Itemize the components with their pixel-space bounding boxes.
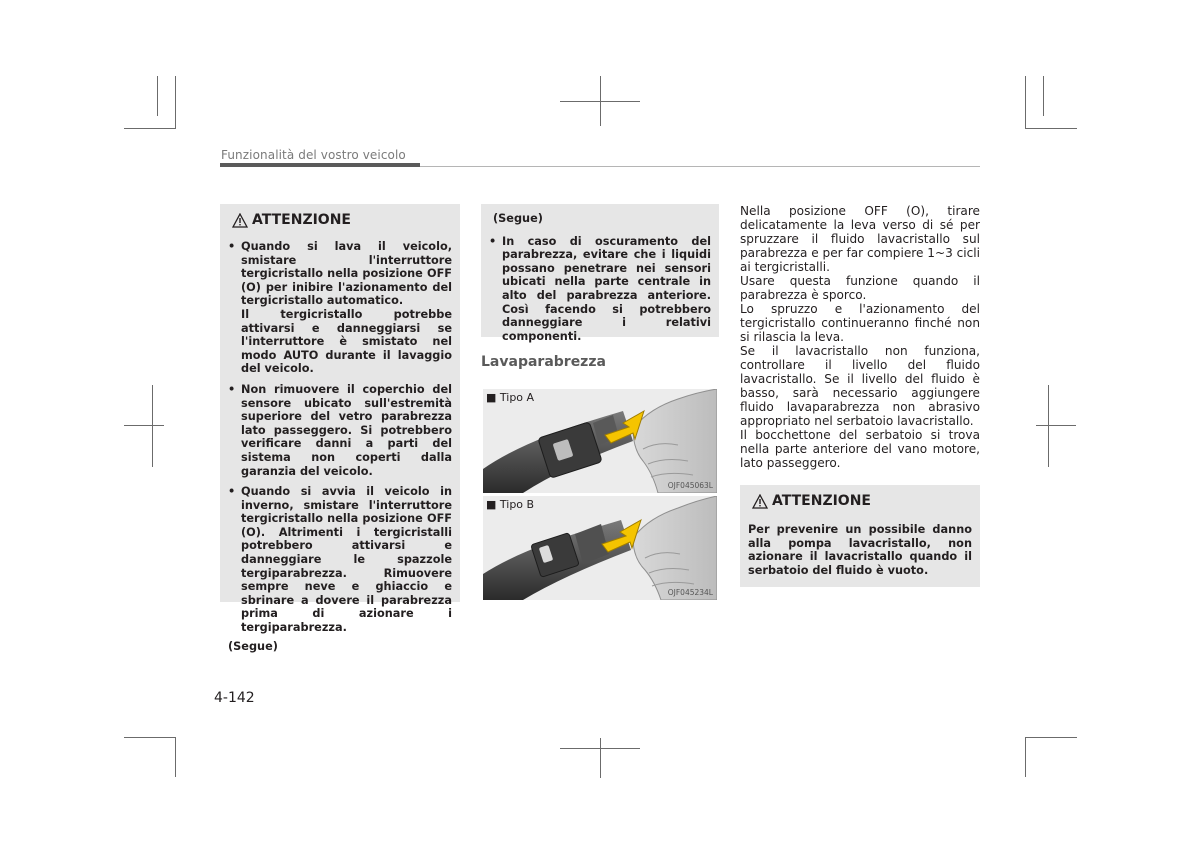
figure-label: ■ Tipo A <box>486 391 535 404</box>
paragraph: Se il lavacristallo non funziona, controllare il livello del fluido lavacristallo. Se il livello del fluido è basso, sarà necessario aggiungere fluido lavaparabrezza non abrasivo appropriato nel serbatoio lavacristallo. <box>740 344 980 428</box>
paragraph: Nella posizione OFF (O), tirare delicatamente la leva verso di sé per spruzzare il fluido lavacristallo sul parabrezza e per far compiere 1~3 cicli ai tergicristalli. <box>740 204 980 274</box>
warning-title: ATTENZIONE <box>232 212 452 228</box>
section-title: Lavaparabrezza <box>481 354 606 370</box>
paragraph: Usare questa funzione quando il parabrezza è sporco. <box>740 274 980 302</box>
page-number: 4-142 <box>214 690 255 706</box>
warning-box-continued <box>481 204 719 343</box>
figure-type-b <box>483 496 717 600</box>
running-header: Funzionalità del vostro veicolo <box>221 148 406 162</box>
wiper-lever-illustration-a <box>483 389 717 493</box>
continued-label: (Segue) <box>493 212 543 225</box>
warning-list <box>489 235 711 344</box>
warning-title: ATTENZIONE <box>752 493 972 509</box>
figure-type-a <box>483 389 717 493</box>
warning-box-left <box>220 204 460 653</box>
paragraph: Lo spruzzo e l'azionamento del tergicristallo continueranno finché non si rilascia la leva. <box>740 302 980 344</box>
list-item: • In caso di oscuramento del parabrezza, evitare che i liquidi possano penetrare nei sensori ubicati nella parte centrale in alto del parabrezza anteriore. Così facendo si potrebbero danneggiare i relativi componenti. <box>489 235 711 344</box>
figure-label: ■ Tipo B <box>486 498 535 511</box>
figure-code: OJF045063L <box>667 481 713 490</box>
list-item: • Quando si avvia il veicolo in inverno, smistare l'interruttore tergicristallo nella posizione OFF (O). Altrimenti i tergicristalli potrebbero attivarsi e danneggiare le spazzole tergiparabrezza. Rimuovere sempre neve e ghiaccio e sbrinare a dovere il parabrezza prima di azionare i tergiparabrezza. <box>228 485 452 635</box>
wiper-lever-illustration-b <box>483 496 717 600</box>
warning-list <box>228 240 452 635</box>
figure-code: OJF045234L <box>667 588 713 597</box>
continued-label: (Segue) <box>228 639 278 653</box>
warning-triangle-icon <box>232 213 248 228</box>
list-item: • Quando si lava il veicolo, smistare l'interruttore tergicristallo nella posizione OFF (O) per inibire l'azionamento del tergicristallo automatico. Il tergicristallo potrebbe attivarsi e danneggiarsi se l'interruttore è smistato nel modo AUTO durante il lavaggio del veicolo. <box>228 240 452 376</box>
header-rule-thin <box>420 166 980 167</box>
body-text-column <box>740 204 980 470</box>
paragraph: Il bocchettone del serbatoio si trova nella parte anteriore del vano motore, lato passeggero. <box>740 428 980 470</box>
warning-triangle-icon <box>752 494 768 509</box>
header-rule-thick <box>220 163 420 167</box>
list-item: • Non rimuovere il coperchio del sensore ubicato sull'estremità superiore del vetro parabrezza lato passeggero. Si potrebbero verificare danni a parti del sistema non coperti dalla garanzia del veicolo. <box>228 383 452 478</box>
warning-text: Per prevenire un possibile danno alla pompa lavacristallo, non azionare il lavacristallo quando il serbatoio del fluido è vuoto. <box>748 523 972 577</box>
list-item-subparagraph: Il tergicristallo potrebbe attivarsi e danneggiarsi se l'interruttore è smistato nel modo AUTO durante il lavaggio del veicolo. <box>241 307 452 376</box>
warning-box-right <box>740 485 980 587</box>
